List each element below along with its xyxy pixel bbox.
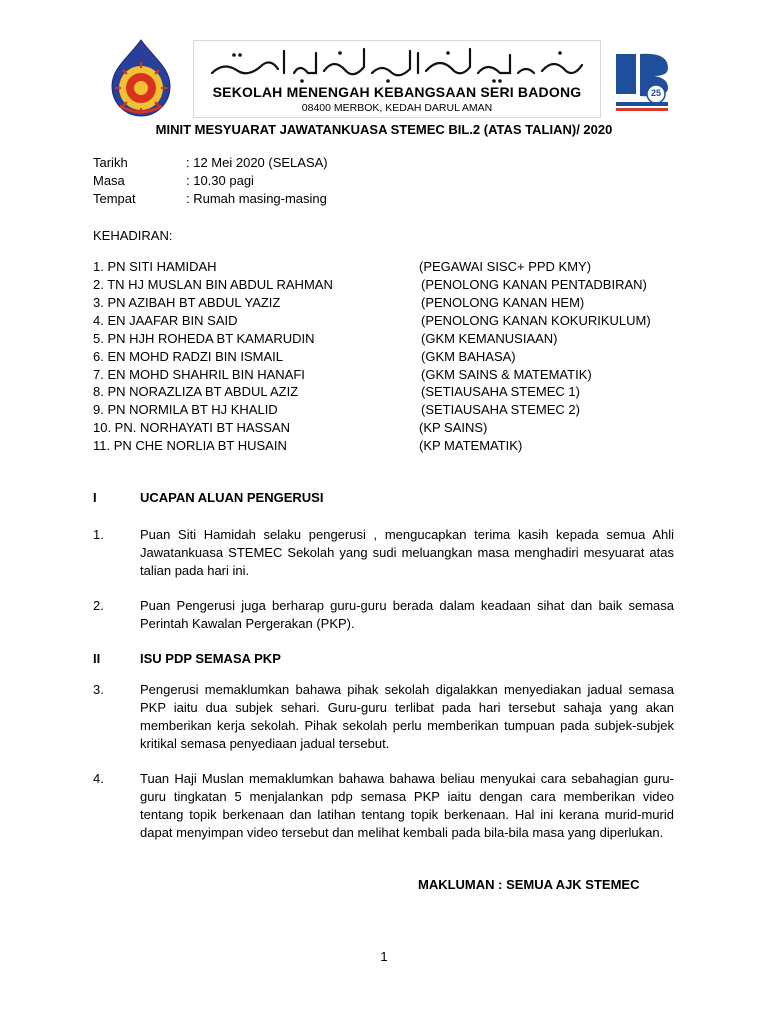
attendee-role: (PENOLONG KANAN HEM) [421, 295, 585, 310]
item-text: Puan Siti Hamidah selaku pengerusi , mengucapkan terima kasih kepada semua Ahli Jawatankuasa STEMEC Sekolah yang sudi meluangkan masa menghadiri mesyuarat atas talian pada hari ini. [140, 527, 674, 578]
section-heading: UCAPAN ALUAN PENGERUSI [140, 490, 324, 505]
section-heading: ISU PDP SEMASA PKP [140, 651, 281, 666]
anniversary-number: 25 [650, 88, 661, 98]
attendee-name: 3. PN AZIBAH BT ABDUL YAZIZ [93, 295, 281, 310]
attendee-name: 2. TN HJ MUSLAN BIN ABDUL RAHMAN [93, 277, 333, 292]
item-text: Puan Pengerusi juga berharap guru-guru berada dalam keadaan sihat dan baik semasa Perintah Kawalan Pergerakan (PKP). [140, 598, 674, 631]
detail-value-date: : 12 Mei 2020 (SELASA) [186, 155, 328, 170]
attendee-name: 4. EN JAAFAR BIN SAID [93, 313, 238, 328]
attendee-name: 10. PN. NORHAYATI BT HASSAN [93, 420, 290, 435]
item-number: 4. [93, 771, 104, 786]
page-number: 1 [380, 949, 388, 964]
attendee-name: 8. PN NORAZLIZA BT ABDUL AZIZ [93, 384, 299, 399]
document-title: MINIT MESYUARAT JAWATANKUASA STEMEC BIL.2 (ATAS TALIAN)/ 2020 [155, 122, 613, 137]
item-text: Tuan Haji Muslan memaklumkan bahawa bahawa beliau menyukai cara sebahagian guru-guru tingkatan 5 menjalankan pdp semasa PKP iaitu dengan cara memberikan video tentang topik berkenaan dan latihan tentang topik berkenaan. Hal ini kerana murid-murid dapat menyimpan video tersebut dan melihat kembali pada bila-bila masa yang diperlukan. [140, 771, 674, 840]
detail-label-date: Tarikh [93, 155, 128, 170]
item-number: 1. [93, 527, 104, 542]
maklumat-note: MAKLUMAN : SEMUA AJK STEMEC [418, 877, 640, 892]
attendee-role: (KP MATEMATIK) [419, 438, 523, 453]
attendee-role: (GKM SAINS & MATEMATIK) [421, 367, 592, 382]
detail-value-time: : 10.30 pagi [186, 173, 254, 188]
item-number: 3. [93, 682, 104, 697]
attendee-role: (SETIAUSAHA STEMEC 1) [421, 384, 580, 399]
detail-label-time: Masa [93, 173, 125, 188]
school-crest-logo [98, 38, 184, 118]
attendee-role: (SETIAUSAHA STEMEC 2) [421, 402, 580, 417]
school-name-banner [193, 40, 601, 118]
attendee-role: (GKM BAHASA) [421, 349, 516, 364]
attendee-name: 9. PN NORMILA BT HJ KHALID [93, 402, 278, 417]
attendee-name: 11. PN CHE NORLIA BT HUSAIN [93, 438, 287, 453]
attendee-role: (PENOLONG KANAN PENTADBIRAN) [421, 277, 647, 292]
section-number: II [93, 651, 101, 666]
attendee-role: (KP SAINS) [419, 420, 488, 435]
school-address: 08400 MERBOK, KEDAH DARUL AMAN [301, 102, 493, 114]
attendee-name: 7. EN MOHD SHAHRIL BIN HANAFI [93, 367, 305, 382]
attendance-heading: KEHADIRAN: [93, 228, 173, 243]
section-number: I [93, 490, 97, 505]
school-name: SEKOLAH MENENGAH KEBANGSAAN SERI BADONG [212, 84, 582, 100]
school-name-jawi-calligraphy [204, 43, 590, 83]
item-number: 2. [93, 598, 104, 613]
attendee-name: 5. PN HJH ROHEDA BT KAMARUDIN [93, 331, 315, 346]
attendee-role: (PEGAWAI SISC+ PPD KMY) [419, 259, 592, 274]
anniversary-logo [610, 44, 674, 120]
item-text: Pengerusi memaklumkan bahawa pihak sekolah digalakkan menyediakan jadual semasa PKP iaitu dua subjek sehari. Guru-guru terlibat pada hari tersebut sahaja yang akan memberikan kerja sekolah. Pihak sekolah perlu memberikan tumpuan pada subjek-subjek kritikal semasa penyediaan jadual tersebut. [140, 682, 674, 751]
attendee-role: (GKM KEMANUSIAAN) [421, 331, 558, 346]
detail-value-place: : Rumah masing-masing [186, 191, 327, 206]
attendee-name: 1. PN SITI HAMIDAH [93, 259, 217, 274]
detail-label-place: Tempat [93, 191, 136, 206]
attendee-role: (PENOLONG KANAN KOKURIKULUM) [421, 313, 651, 328]
attendee-name: 6. EN MOHD RADZI BIN ISMAIL [93, 349, 283, 364]
